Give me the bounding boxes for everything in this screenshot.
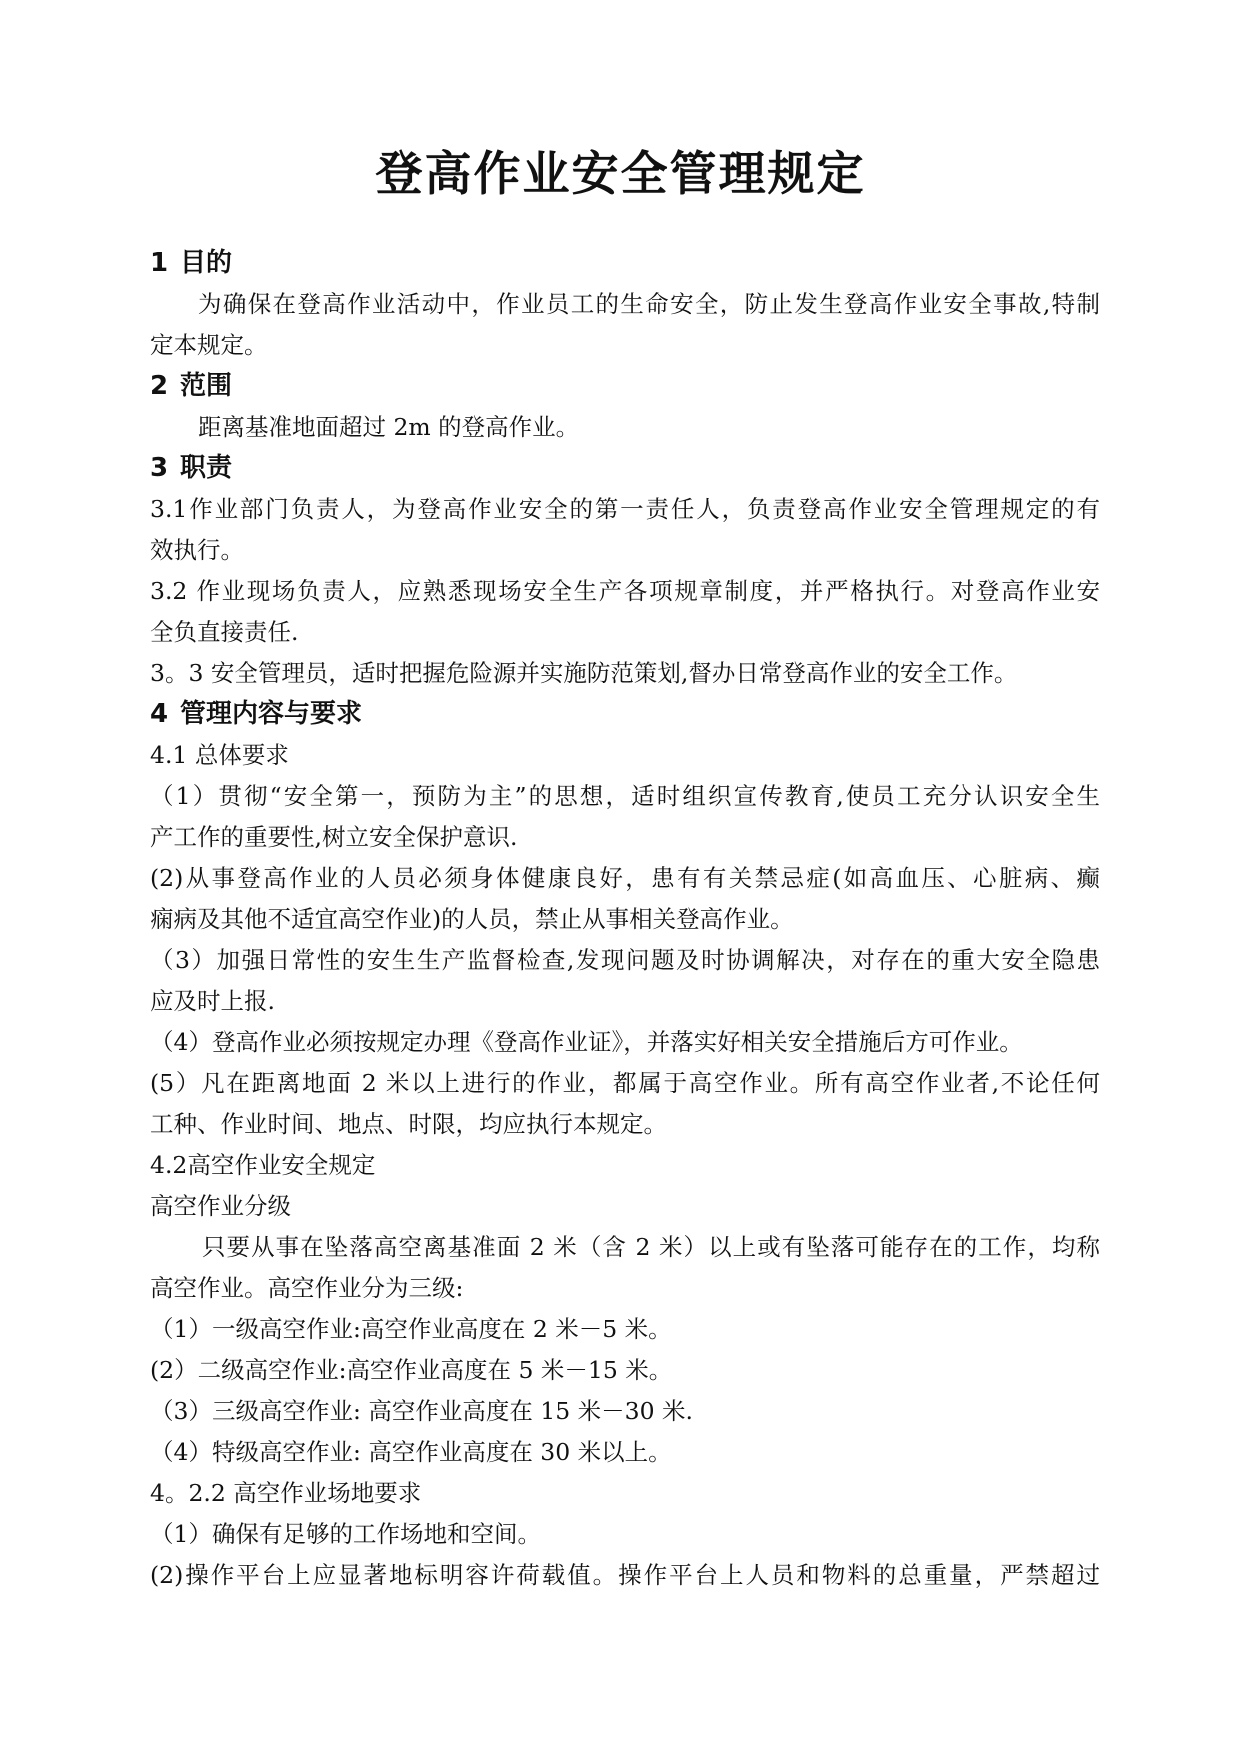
list-item: （3）三级高空作业: 高空作业高度在 15 米－30 米. [150, 1397, 694, 1425]
paragraph-line: (2)从事登高作业的人员必须身体健康良好，患有有关禁忌症(如高血压、心脏病、癫 [150, 864, 1100, 892]
section-number: 1 [150, 248, 169, 278]
paragraph-line: 为确保在登高作业活动中，作业员工的生命安全，防止发生登高作业安全事故,特制 [198, 290, 1100, 318]
section-heading-scope [150, 366, 1100, 407]
paragraph-line: 痫病及其他不适宜高空作业)的人员，禁止从事相关登高作业。 [150, 905, 794, 933]
list-item: （4）特级高空作业: 高空作业高度在 30 米以上。 [150, 1438, 672, 1466]
list-item: （1）确保有足够的工作场地和空间。 [150, 1520, 541, 1548]
list-item: (2）二级高空作业:高空作业高度在 5 米－15 米。 [150, 1356, 673, 1384]
section-number: 2 [150, 371, 169, 401]
list-item: (2)操作平台上应显著地标明容许荷载值。操作平台上人员和物料的总重量，严禁超过 [150, 1561, 1100, 1589]
subsection-title: 4。2.2 高空作业场地要求 [150, 1479, 422, 1507]
paragraph-line: 效执行。 [150, 536, 244, 564]
document-body [150, 243, 1100, 1596]
paragraph-line: 工种、作业时间、地点、时限，均应执行本规定。 [150, 1110, 667, 1138]
section-title: 管理内容与要求 [180, 699, 363, 729]
paragraph-line: 只要从事在坠落高空离基准面 2 米（含 2 米）以上或有坠落可能存在的工作，均称 [202, 1233, 1100, 1261]
paragraph-line: 高空作业。高空作业分为三级: [150, 1274, 464, 1302]
paragraph-line: （3）加强日常性的安生生产监督检查,发现问题及时协调解决，对存在的重大安全隐患 [150, 946, 1100, 974]
paragraph-line: 3.2 作业现场负责人，应熟悉现场安全生产各项规章制度，并严格执行。对登高作业安 [150, 577, 1100, 605]
section-heading-management [150, 694, 1100, 735]
section-title: 职责 [180, 453, 233, 483]
list-item: （1）一级高空作业:高空作业高度在 2 米－5 米。 [150, 1315, 672, 1343]
section-title: 目的 [180, 248, 233, 278]
paragraph-line: 产工作的重要性,树立安全保护意识. [150, 823, 518, 851]
section-heading-purpose [150, 243, 1100, 284]
section-number: 3 [150, 453, 169, 483]
paragraph-line: （4）登高作业必须按规定办理《登高作业证》，并落实好相关安全措施后方可作业。 [150, 1028, 1023, 1056]
paragraph-line: 距离基准地面超过 2m 的登高作业。 [198, 413, 580, 441]
subsection-title: 4.1 总体要求 [150, 741, 289, 769]
paragraph-line: 应及时上报. [150, 987, 275, 1015]
paragraph-line: 3.1作业部门负责人，为登高作业安全的第一责任人，负责登高作业安全管理规定的有 [150, 495, 1100, 523]
subsection-title: 高空作业分级 [150, 1192, 291, 1220]
paragraph-line: (5）凡在距离地面 2 米以上进行的作业，都属于高空作业。所有高空作业者,不论任何 [150, 1069, 1100, 1097]
paragraph-line: 3。3 安全管理员，适时把握危险源并实施防范策划,督办日常登高作业的安全工作。 [150, 659, 1018, 687]
subsection-title: 4.2高空作业安全规定 [150, 1151, 376, 1179]
section-heading-duties [150, 448, 1100, 489]
section-number: 4 [150, 699, 169, 729]
paragraph-line: 定本规定。 [150, 331, 268, 359]
paragraph-line: （1）贯彻“安全第一，预防为主”的思想，适时组织宣传教育,使员工充分认识安全生 [150, 782, 1100, 810]
paragraph-line: 全负直接责任. [150, 618, 299, 646]
section-title: 范围 [180, 371, 233, 401]
document-title: 登高作业安全管理规定 [375, 147, 866, 202]
